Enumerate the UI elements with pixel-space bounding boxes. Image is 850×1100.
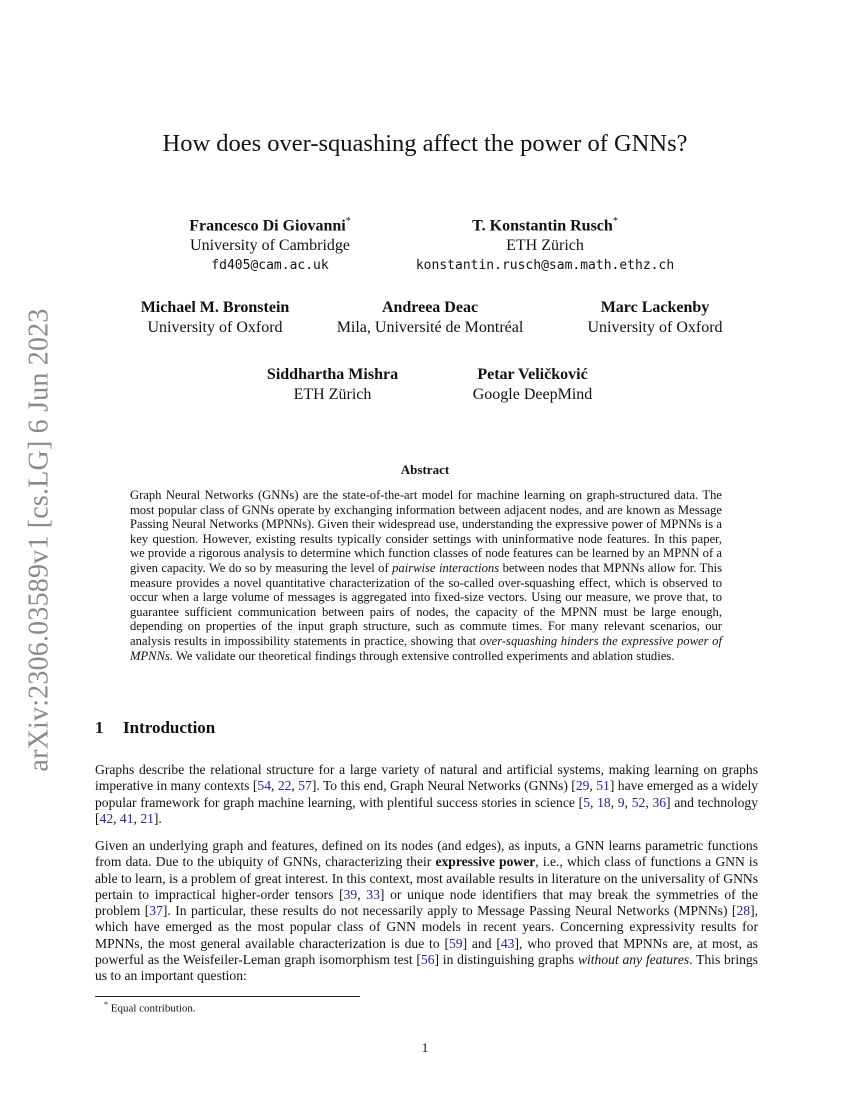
author-block-4 [330, 298, 530, 338]
citation-link[interactable]: 37 [149, 903, 163, 919]
citation-link[interactable]: 39 [343, 886, 358, 902]
section-title: Introduction [123, 718, 216, 737]
author-name: Marc Lackenby [600, 299, 710, 316]
citation-link[interactable]: 29 [575, 778, 590, 794]
author-affiliation: University of Oxford [147, 319, 283, 336]
author-name: Andreea Deac [381, 299, 479, 316]
author-block-5 [560, 298, 750, 338]
footnote-text: Equal contribution. [110, 1002, 196, 1015]
author-block-6 [245, 365, 420, 405]
author-block-7 [455, 365, 610, 405]
author-block-3 [110, 298, 320, 338]
author-name: Michael M. Bronstein [140, 299, 290, 316]
author-affiliation: University of Cambridge [190, 237, 350, 255]
citation-link[interactable]: 28 [736, 903, 751, 919]
citation-link[interactable]: 54 [257, 778, 271, 794]
citation-link[interactable]: 36 [652, 794, 667, 810]
author-name: Francesco Di Giovanni [189, 217, 346, 235]
section-heading-introduction [95, 718, 215, 738]
author-affiliation: University of Oxford [587, 319, 723, 336]
author-email[interactable]: fd405@cam.ac.uk [211, 258, 329, 274]
page-number: 1 [421, 1040, 429, 1055]
author-email[interactable]: konstantin.rusch@sam.math.ethz.ch [415, 258, 675, 274]
citation-link[interactable]: 43 [500, 935, 515, 951]
citation-link[interactable]: 21 [140, 810, 154, 826]
author-affiliation: ETH Zürich [293, 386, 372, 403]
citation-link[interactable]: 5 [583, 794, 590, 810]
author-block-2 [395, 212, 695, 276]
citation-link[interactable]: 33 [366, 886, 380, 902]
author-mark: * [612, 216, 618, 227]
paper-title: How does over-squashing affect the power of GNNs? [162, 130, 688, 157]
citation-link[interactable]: 18 [597, 794, 611, 810]
author-mark: * [345, 216, 351, 227]
author-affiliation: Google DeepMind [472, 386, 593, 403]
author-affiliation: Mila, Université de Montréal [336, 319, 524, 336]
citation-link[interactable]: 41 [119, 810, 134, 826]
citation-link[interactable]: 52 [631, 794, 646, 810]
abstract-heading: Abstract [400, 462, 450, 477]
citation-link[interactable]: 22 [277, 778, 292, 794]
author-block-1 [145, 212, 395, 276]
arxiv-id-text: arXiv:2306.03589v1 [cs.LG] 6 Jun 2023 [24, 308, 55, 772]
intro-paragraph-1: Graphs describe the relational structure for a large variety of natural and artificial systems, making learning on graphs imperative in many contexts [54, 22, 57]. To this end, Graph Neural Networks (GNNs) [29, 51] have emerged as a widely popular framework for graph machine learning, with plentiful success stories in science [5, 18, 9, 52, 36] and technology [42, 41, 21]. [95, 762, 759, 826]
citation-link[interactable]: 56 [420, 952, 435, 968]
section-number: 1 [95, 718, 104, 737]
author-affiliation: ETH Zürich [506, 237, 584, 255]
author-name: Petar Veličković [477, 366, 588, 383]
author-name: T. Konstantin Rusch [472, 217, 613, 235]
intro-paragraph-2: Given an underlying graph and features, defined on its nodes (and edges), as inputs, a GNN learns parametric functions from data. Due to the ubiquity of GNNs, characterizing their expressive power, i.e., which class of functions a GNN is able to learn, is a problem of great interest. In this context, most available results in literature on the universality of GNNs pertain to impractical higher-order tensors [39, 33] or unique node identifiers that may break the symmetries of the problem [37]. In particular, these results do not necessarily apply to Message Passing Neural Networks (MPNNs) [28], which have emerged as the most popular class of GNN models in recent years. Concerning expressivity results for MPNNs, the most general available characterization is due to [59] and [43], who proved that MPNNs are, at most, as powerful as the Weisfeiler-Leman graph isomorphism test [56] in distinguishing graphs without any features. This brings us to an important question: [95, 838, 759, 984]
citation-link[interactable]: 51 [596, 778, 610, 794]
citation-link[interactable]: 57 [298, 778, 312, 794]
abstract-text: Graph Neural Networks (GNNs) are the state-of-the-art model for machine learning on graph-structured data. The most popular class of GNNs operate by exchanging information between adjacent nodes, and are known as Message Passing Neural Networks (MPNNs). Given their widespread use, understanding the expressive power of MPNNs is a key question. However, existing results typically consider settings with uninformative node features. In this paper, we provide a rigorous analysis to determine which function classes of node features can be learned by an MPNN of a given capacity. We do so by measuring the level of pairwise interactions between nodes that MPNNs allow for. This measure provides a novel quantitative characterization of the so-called over-squashing effect, which is observed to occur when a large volume of messages is aggregated into fixed-size vectors. Using our measure, we prove that, to guarantee sufficient communication between pairs of nodes, the capacity of the MPNN must be large enough, depending on properties of the input graph structure, such as commute times. For many relevant scenarios, our analysis results in impossibility statements in practice, showing that over-squashing hinders the expressive power of MPNNs. We validate our theoretical findings through extensive controlled experiments and ablation studies. [130, 488, 723, 663]
citation-link[interactable]: 42 [99, 810, 114, 826]
footnote [104, 1000, 196, 1015]
footnote-mark: * [104, 1000, 108, 1009]
author-name: Siddhartha Mishra [266, 366, 399, 383]
arxiv-identifier-stamp [20, 300, 60, 780]
citation-link[interactable]: 9 [617, 794, 625, 810]
citation-link[interactable]: 59 [448, 935, 463, 951]
footnote-divider [95, 996, 360, 997]
